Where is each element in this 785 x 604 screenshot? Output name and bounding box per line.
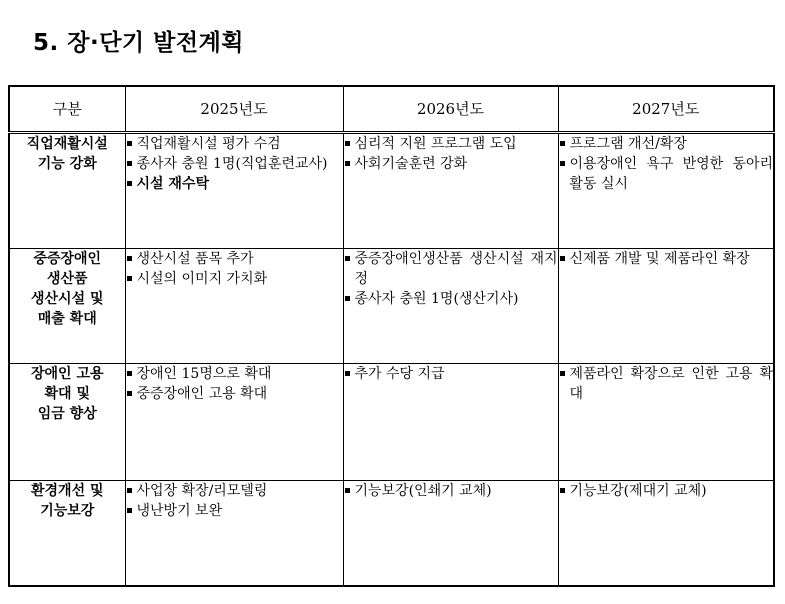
row-category <box>9 249 125 364</box>
list-item: 직업재활시설 평가 수검 <box>126 134 343 154</box>
cell-2025 <box>125 364 343 481</box>
cell-2026 <box>343 364 558 481</box>
header-2027: 2027년도 <box>558 86 774 133</box>
list-item: 종사자 충원 1명(생산기사) <box>344 289 558 309</box>
table-row <box>9 133 774 249</box>
row-category <box>9 364 125 481</box>
header-2025: 2025년도 <box>125 86 343 133</box>
category-line: 확대 및 <box>44 386 90 402</box>
category-line: 환경개선 및 <box>31 483 104 499</box>
list-item: 중증장애인 고용 확대 <box>126 384 343 404</box>
cell-2027 <box>558 133 774 249</box>
list-item: 시설 재수탁 <box>126 174 343 194</box>
list-item: 이용장애인 욕구 반영한 동아리 활동 실시 <box>559 154 774 194</box>
list-item: 생산시설 품목 추가 <box>126 249 343 269</box>
list-item: 기능보강(제대기 교체) <box>559 481 774 501</box>
list-item: 심리적 지원 프로그램 도입 <box>344 134 558 154</box>
category-line: 장애인 고용 <box>31 366 104 382</box>
list-item: 사업장 확장/리모델링 <box>126 481 343 501</box>
list-item: 제품라인 확장으로 인한 고용 확대 <box>559 364 774 404</box>
table-header-row <box>9 86 774 133</box>
cell-2027 <box>558 249 774 364</box>
row-category <box>9 133 125 249</box>
category-line: 기능보강 <box>40 503 95 519</box>
cell-2025 <box>125 133 343 249</box>
category-line: 생산시설 및 <box>31 291 104 307</box>
cell-2027 <box>558 364 774 481</box>
cell-2025 <box>125 249 343 364</box>
category-line: 임금 향상 <box>37 406 97 422</box>
category-line: 매출 확대 <box>37 311 97 327</box>
list-item: 프로그램 개선/확장 <box>559 134 774 154</box>
category-line: 생산품 <box>46 271 88 287</box>
header-2026: 2026년도 <box>343 86 558 133</box>
category-line: 직업재활시설 <box>26 136 108 152</box>
list-item: 추가 수당 지급 <box>344 364 558 384</box>
list-item: 사회기술훈련 강화 <box>344 154 558 174</box>
cell-2027 <box>558 481 774 587</box>
development-plan-table <box>8 85 775 587</box>
table-row <box>9 364 774 481</box>
category-line: 기능 강화 <box>37 156 97 172</box>
list-item: 중증장애인생산품 생산시설 재지정 <box>344 249 558 289</box>
cell-2026 <box>343 133 558 249</box>
cell-2026 <box>343 481 558 587</box>
row-category <box>9 481 125 587</box>
list-item: 시설의 이미지 가치화 <box>126 269 343 289</box>
header-category: 구분 <box>9 86 125 133</box>
list-item: 종사자 충원 1명(직업훈련교사) <box>126 154 343 174</box>
list-item: 냉난방기 보완 <box>126 501 343 521</box>
category-line: 중증장애인 <box>33 251 102 267</box>
list-item: 기능보강(인쇄기 교체) <box>344 481 558 501</box>
list-item: 신제품 개발 및 제품라인 확장 <box>559 249 774 269</box>
cell-2025 <box>125 481 343 587</box>
list-item: 장애인 15명으로 확대 <box>126 364 343 384</box>
table-row <box>9 481 774 587</box>
page-title: 5. 장·단기 발전계획 <box>33 30 245 56</box>
cell-2026 <box>343 249 558 364</box>
table-row <box>9 249 774 364</box>
